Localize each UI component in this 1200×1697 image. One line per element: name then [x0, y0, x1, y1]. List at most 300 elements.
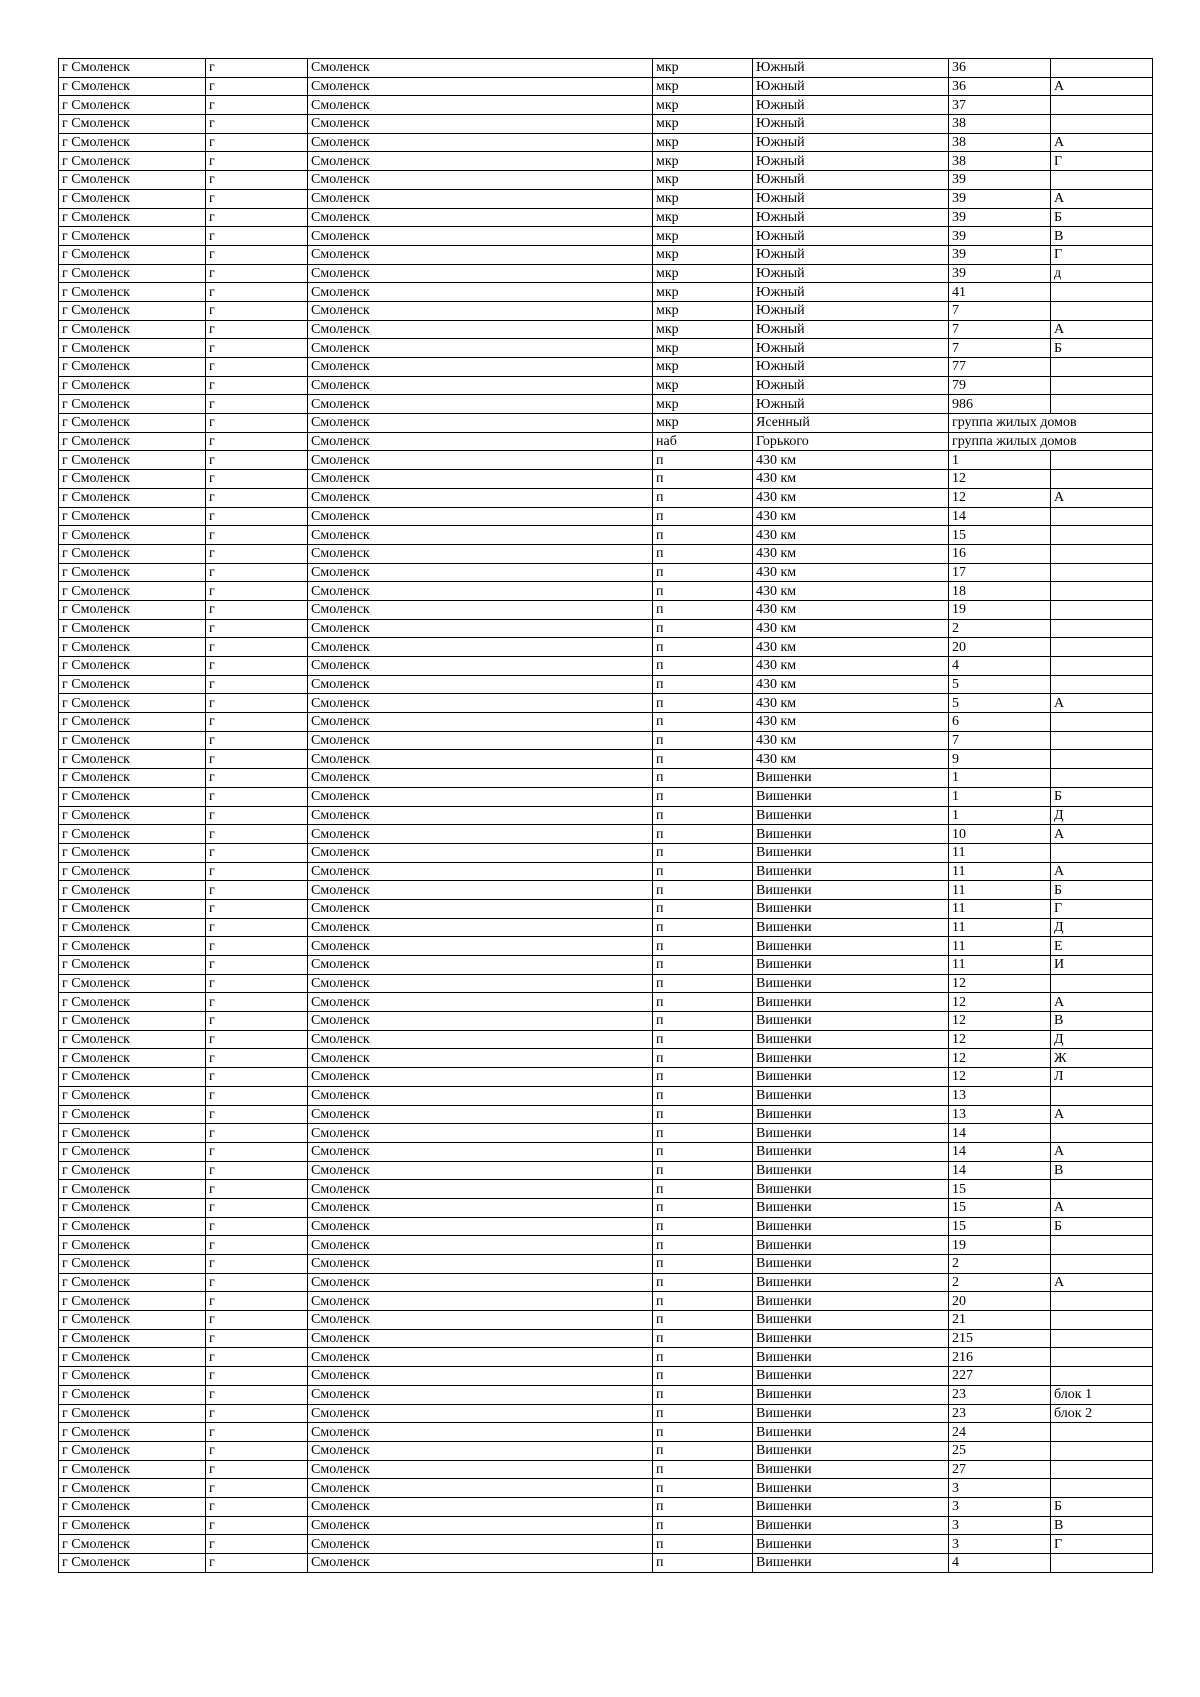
locality-cell: Смоленск — [308, 769, 653, 788]
region-cell: г Смоленск — [59, 1535, 206, 1554]
street-type-cell: мкр — [653, 283, 753, 302]
street-cell: 430 км — [753, 488, 949, 507]
region-cell: г Смоленск — [59, 1255, 206, 1274]
locality-type-cell: г — [206, 1479, 308, 1498]
region-cell: г Смоленск — [59, 1441, 206, 1460]
locality-type-cell: г — [206, 1217, 308, 1236]
table-row — [59, 731, 1153, 750]
locality-type-cell: г — [206, 320, 308, 339]
building-cell: Д — [1051, 918, 1153, 937]
street-type-cell: п — [653, 1404, 753, 1423]
house-cell: 36 — [949, 77, 1051, 96]
house-cell: 11 — [949, 862, 1051, 881]
street-type-cell: п — [653, 1105, 753, 1124]
locality-cell: Смоленск — [308, 899, 653, 918]
locality-cell: Смоленск — [308, 1404, 653, 1423]
street-cell: Вишенки — [753, 1124, 949, 1143]
street-type-cell: п — [653, 1068, 753, 1087]
street-cell: Вишенки — [753, 1460, 949, 1479]
region-cell: г Смоленск — [59, 171, 206, 190]
table-row — [59, 1198, 1153, 1217]
street-type-cell: п — [653, 1086, 753, 1105]
locality-cell: Смоленск — [308, 470, 653, 489]
street-type-cell: п — [653, 731, 753, 750]
house-cell: 39 — [949, 264, 1051, 283]
building-cell: А — [1051, 993, 1153, 1012]
region-cell: г Смоленск — [59, 600, 206, 619]
table-row — [59, 115, 1153, 134]
locality-cell: Смоленск — [308, 750, 653, 769]
locality-cell: Смоленск — [308, 526, 653, 545]
building-cell: Б — [1051, 208, 1153, 227]
street-cell: Южный — [753, 395, 949, 414]
region-cell: г Смоленск — [59, 115, 206, 134]
street-cell: Вишенки — [753, 1385, 949, 1404]
table-row — [59, 806, 1153, 825]
street-cell: 430 км — [753, 713, 949, 732]
locality-type-cell: г — [206, 675, 308, 694]
street-type-cell: мкр — [653, 339, 753, 358]
building-cell: Б — [1051, 1217, 1153, 1236]
region-cell: г Смоленск — [59, 1554, 206, 1573]
street-cell: Южный — [753, 339, 949, 358]
locality-type-cell: г — [206, 1329, 308, 1348]
house-cell: 12 — [949, 470, 1051, 489]
house-cell: 12 — [949, 1049, 1051, 1068]
street-cell: Вишенки — [753, 1292, 949, 1311]
street-type-cell: мкр — [653, 152, 753, 171]
locality-cell: Смоленск — [308, 488, 653, 507]
table-row — [59, 133, 1153, 152]
locality-type-cell: г — [206, 227, 308, 246]
locality-cell: Смоленск — [308, 1180, 653, 1199]
locality-type-cell: г — [206, 1049, 308, 1068]
locality-type-cell: г — [206, 1497, 308, 1516]
house-cell: 13 — [949, 1105, 1051, 1124]
building-cell — [1051, 115, 1153, 134]
region-cell: г Смоленск — [59, 507, 206, 526]
region-cell: г Смоленск — [59, 1404, 206, 1423]
street-type-cell: п — [653, 956, 753, 975]
street-cell: 430 км — [753, 582, 949, 601]
region-cell: г Смоленск — [59, 563, 206, 582]
house-cell: 15 — [949, 1198, 1051, 1217]
locality-cell: Смоленск — [308, 245, 653, 264]
street-type-cell: п — [653, 1367, 753, 1386]
street-type-cell: п — [653, 1030, 753, 1049]
street-type-cell: п — [653, 1142, 753, 1161]
address-table — [58, 58, 1153, 1573]
building-cell: И — [1051, 956, 1153, 975]
locality-cell: Смоленск — [308, 600, 653, 619]
locality-cell: Смоленск — [308, 1367, 653, 1386]
house-cell: 3 — [949, 1516, 1051, 1535]
street-type-cell: п — [653, 657, 753, 676]
locality-type-cell: г — [206, 843, 308, 862]
locality-cell: Смоленск — [308, 825, 653, 844]
street-type-cell: п — [653, 488, 753, 507]
region-cell: г Смоленск — [59, 227, 206, 246]
street-cell: Вишенки — [753, 1049, 949, 1068]
locality-type-cell: г — [206, 862, 308, 881]
locality-type-cell: г — [206, 750, 308, 769]
street-cell: Вишенки — [753, 1236, 949, 1255]
house-cell: 4 — [949, 657, 1051, 676]
locality-cell: Смоленск — [308, 862, 653, 881]
building-cell — [1051, 563, 1153, 582]
street-type-cell: мкр — [653, 264, 753, 283]
table-row — [59, 1292, 1153, 1311]
locality-cell: Смоленск — [308, 937, 653, 956]
house-cell: 11 — [949, 956, 1051, 975]
street-cell: Вишенки — [753, 1105, 949, 1124]
street-cell: Южный — [753, 152, 949, 171]
table-row — [59, 1535, 1153, 1554]
house-cell: 77 — [949, 358, 1051, 377]
locality-type-cell: г — [206, 451, 308, 470]
house-cell: 39 — [949, 227, 1051, 246]
region-cell: г Смоленск — [59, 320, 206, 339]
building-cell — [1051, 301, 1153, 320]
house-cell: 2 — [949, 1273, 1051, 1292]
street-type-cell: п — [653, 1124, 753, 1143]
table-row — [59, 582, 1153, 601]
street-cell: 430 км — [753, 750, 949, 769]
region-cell: г Смоленск — [59, 713, 206, 732]
locality-cell: Смоленск — [308, 974, 653, 993]
region-cell: г Смоленск — [59, 1236, 206, 1255]
building-cell: А — [1051, 694, 1153, 713]
table-row — [59, 1273, 1153, 1292]
street-cell: 430 км — [753, 731, 949, 750]
locality-type-cell: г — [206, 1535, 308, 1554]
locality-type-cell: г — [206, 1068, 308, 1087]
house-cell: 37 — [949, 96, 1051, 115]
street-type-cell: п — [653, 470, 753, 489]
locality-cell: Смоленск — [308, 264, 653, 283]
street-type-cell: п — [653, 1441, 753, 1460]
locality-type-cell: г — [206, 339, 308, 358]
house-cell: 24 — [949, 1423, 1051, 1442]
street-type-cell: мкр — [653, 395, 753, 414]
house-cell: 20 — [949, 638, 1051, 657]
locality-cell: Смоленск — [308, 619, 653, 638]
street-type-cell: п — [653, 600, 753, 619]
locality-type-cell: г — [206, 899, 308, 918]
street-type-cell: п — [653, 993, 753, 1012]
table-row — [59, 619, 1153, 638]
locality-type-cell: г — [206, 1236, 308, 1255]
locality-cell: Смоленск — [308, 582, 653, 601]
locality-cell: Смоленск — [308, 358, 653, 377]
table-row — [59, 1348, 1153, 1367]
locality-type-cell: г — [206, 1554, 308, 1573]
house-cell: 6 — [949, 713, 1051, 732]
building-cell — [1051, 619, 1153, 638]
locality-cell: Смоленск — [308, 694, 653, 713]
house-cell: 25 — [949, 1441, 1051, 1460]
house-cell: 7 — [949, 339, 1051, 358]
locality-cell: Смоленск — [308, 1292, 653, 1311]
building-cell: Б — [1051, 787, 1153, 806]
locality-type-cell: г — [206, 1105, 308, 1124]
locality-cell: Смоленск — [308, 1460, 653, 1479]
table-row — [59, 301, 1153, 320]
street-cell: Вишенки — [753, 1329, 949, 1348]
table-row — [59, 1497, 1153, 1516]
street-cell: Южный — [753, 171, 949, 190]
table-row — [59, 414, 1153, 433]
region-cell: г Смоленск — [59, 881, 206, 900]
building-cell: Б — [1051, 339, 1153, 358]
street-cell: Южный — [753, 59, 949, 78]
locality-type-cell: г — [206, 806, 308, 825]
locality-cell: Смоленск — [308, 1255, 653, 1274]
locality-type-cell: г — [206, 694, 308, 713]
house-cell: 39 — [949, 189, 1051, 208]
street-type-cell: п — [653, 1329, 753, 1348]
region-cell: г Смоленск — [59, 1292, 206, 1311]
region-cell: г Смоленск — [59, 264, 206, 283]
table-row — [59, 227, 1153, 246]
table-row — [59, 358, 1153, 377]
table-row — [59, 1180, 1153, 1199]
locality-cell: Смоленск — [308, 115, 653, 134]
building-cell: блок 2 — [1051, 1404, 1153, 1423]
locality-type-cell: г — [206, 115, 308, 134]
locality-type-cell: г — [206, 713, 308, 732]
street-type-cell: мкр — [653, 414, 753, 433]
table-row — [59, 1404, 1153, 1423]
building-cell — [1051, 657, 1153, 676]
locality-cell: Смоленск — [308, 133, 653, 152]
house-cell: 41 — [949, 283, 1051, 302]
street-cell: Вишенки — [753, 974, 949, 993]
house-cell: группа жилых домов — [949, 432, 1153, 451]
table-row — [59, 843, 1153, 862]
building-cell — [1051, 1124, 1153, 1143]
street-type-cell: п — [653, 974, 753, 993]
table-row — [59, 974, 1153, 993]
locality-cell: Смоленск — [308, 1030, 653, 1049]
house-cell: 15 — [949, 526, 1051, 545]
locality-cell: Смоленск — [308, 208, 653, 227]
table-row — [59, 1329, 1153, 1348]
street-cell: Южный — [753, 189, 949, 208]
region-cell: г Смоленск — [59, 59, 206, 78]
locality-type-cell: г — [206, 731, 308, 750]
locality-cell: Смоленск — [308, 806, 653, 825]
building-cell: А — [1051, 1273, 1153, 1292]
street-type-cell: мкр — [653, 77, 753, 96]
locality-type-cell: г — [206, 881, 308, 900]
building-cell — [1051, 1180, 1153, 1199]
region-cell: г Смоленск — [59, 1311, 206, 1330]
street-cell: Вишенки — [753, 806, 949, 825]
locality-type-cell: г — [206, 956, 308, 975]
region-cell: г Смоленск — [59, 152, 206, 171]
table-row — [59, 152, 1153, 171]
locality-type-cell: г — [206, 619, 308, 638]
table-row — [59, 1255, 1153, 1274]
house-cell: 14 — [949, 1142, 1051, 1161]
locality-type-cell: г — [206, 358, 308, 377]
street-type-cell: мкр — [653, 245, 753, 264]
house-cell: 39 — [949, 208, 1051, 227]
locality-type-cell: г — [206, 526, 308, 545]
locality-cell: Смоленск — [308, 432, 653, 451]
street-type-cell: п — [653, 1348, 753, 1367]
table-row — [59, 245, 1153, 264]
region-cell: г Смоленск — [59, 937, 206, 956]
locality-cell: Смоленск — [308, 1198, 653, 1217]
house-cell: 12 — [949, 1030, 1051, 1049]
street-cell: Вишенки — [753, 1086, 949, 1105]
region-cell: г Смоленск — [59, 918, 206, 937]
region-cell: г Смоленск — [59, 77, 206, 96]
locality-type-cell: г — [206, 1086, 308, 1105]
locality-cell: Смоленск — [308, 227, 653, 246]
street-type-cell: п — [653, 675, 753, 694]
street-type-cell: п — [653, 1497, 753, 1516]
region-cell: г Смоленск — [59, 133, 206, 152]
table-row — [59, 769, 1153, 788]
locality-type-cell: г — [206, 1124, 308, 1143]
building-cell: Д — [1051, 1030, 1153, 1049]
street-cell: Вишенки — [753, 918, 949, 937]
house-cell: 9 — [949, 750, 1051, 769]
house-cell: 11 — [949, 918, 1051, 937]
house-cell: 14 — [949, 1161, 1051, 1180]
house-cell: 17 — [949, 563, 1051, 582]
table-row — [59, 283, 1153, 302]
table-row — [59, 881, 1153, 900]
table-row — [59, 937, 1153, 956]
house-cell: группа жилых домов — [949, 414, 1153, 433]
street-type-cell: п — [653, 862, 753, 881]
region-cell: г Смоленск — [59, 301, 206, 320]
table-row — [59, 600, 1153, 619]
table-row — [59, 1012, 1153, 1031]
region-cell: г Смоленск — [59, 1105, 206, 1124]
building-cell — [1051, 59, 1153, 78]
house-cell: 14 — [949, 507, 1051, 526]
street-type-cell: п — [653, 694, 753, 713]
table-row — [59, 339, 1153, 358]
street-type-cell: п — [653, 769, 753, 788]
house-cell: 12 — [949, 993, 1051, 1012]
region-cell: г Смоленск — [59, 1273, 206, 1292]
building-cell: Д — [1051, 806, 1153, 825]
street-type-cell: п — [653, 937, 753, 956]
table-row — [59, 1086, 1153, 1105]
region-cell: г Смоленск — [59, 1012, 206, 1031]
table-row — [59, 208, 1153, 227]
street-cell: Вишенки — [753, 1273, 949, 1292]
street-cell: 430 км — [753, 675, 949, 694]
building-cell: А — [1051, 189, 1153, 208]
locality-cell: Смоленск — [308, 1423, 653, 1442]
house-cell: 216 — [949, 1348, 1051, 1367]
street-cell: Вишенки — [753, 1180, 949, 1199]
region-cell: г Смоленск — [59, 619, 206, 638]
house-cell: 21 — [949, 1311, 1051, 1330]
street-cell: Южный — [753, 245, 949, 264]
street-cell: Вишенки — [753, 1535, 949, 1554]
table-row — [59, 526, 1153, 545]
locality-cell: Смоленск — [308, 1049, 653, 1068]
region-cell: г Смоленск — [59, 956, 206, 975]
locality-type-cell: г — [206, 301, 308, 320]
house-cell: 38 — [949, 133, 1051, 152]
house-cell: 79 — [949, 376, 1051, 395]
street-cell: Вишенки — [753, 1012, 949, 1031]
house-cell: 39 — [949, 245, 1051, 264]
street-type-cell: п — [653, 899, 753, 918]
house-cell: 15 — [949, 1180, 1051, 1199]
locality-cell: Смоленск — [308, 301, 653, 320]
building-cell — [1051, 1086, 1153, 1105]
locality-type-cell: г — [206, 1180, 308, 1199]
house-cell: 15 — [949, 1217, 1051, 1236]
region-cell: г Смоленск — [59, 1516, 206, 1535]
locality-type-cell: г — [206, 152, 308, 171]
region-cell: г Смоленск — [59, 470, 206, 489]
street-cell: Вишенки — [753, 1441, 949, 1460]
locality-type-cell: г — [206, 769, 308, 788]
locality-type-cell: г — [206, 488, 308, 507]
locality-cell: Смоленск — [308, 77, 653, 96]
house-cell: 12 — [949, 974, 1051, 993]
locality-type-cell: г — [206, 208, 308, 227]
street-type-cell: мкр — [653, 59, 753, 78]
locality-type-cell: г — [206, 264, 308, 283]
street-type-cell: п — [653, 1554, 753, 1573]
locality-cell: Смоленск — [308, 395, 653, 414]
locality-type-cell: г — [206, 1385, 308, 1404]
building-cell — [1051, 1554, 1153, 1573]
locality-cell: Смоленск — [308, 1217, 653, 1236]
house-cell: 5 — [949, 694, 1051, 713]
building-cell: В — [1051, 227, 1153, 246]
locality-type-cell: г — [206, 600, 308, 619]
building-cell — [1051, 1460, 1153, 1479]
region-cell: г Смоленск — [59, 1030, 206, 1049]
locality-type-cell: г — [206, 96, 308, 115]
street-type-cell: п — [653, 806, 753, 825]
street-cell: Вишенки — [753, 1404, 949, 1423]
table-row — [59, 1236, 1153, 1255]
house-cell: 3 — [949, 1535, 1051, 1554]
street-cell: Южный — [753, 227, 949, 246]
street-type-cell: мкр — [653, 301, 753, 320]
building-cell: А — [1051, 77, 1153, 96]
locality-cell: Смоленск — [308, 59, 653, 78]
street-type-cell: п — [653, 1012, 753, 1031]
building-cell — [1051, 171, 1153, 190]
building-cell: А — [1051, 862, 1153, 881]
locality-cell: Смоленск — [308, 451, 653, 470]
building-cell: В — [1051, 1012, 1153, 1031]
region-cell: г Смоленск — [59, 675, 206, 694]
building-cell — [1051, 638, 1153, 657]
street-cell: Южный — [753, 264, 949, 283]
table-row — [59, 77, 1153, 96]
house-cell: 16 — [949, 544, 1051, 563]
table-row — [59, 1217, 1153, 1236]
locality-cell: Смоленск — [308, 638, 653, 657]
street-cell: Вишенки — [753, 1255, 949, 1274]
